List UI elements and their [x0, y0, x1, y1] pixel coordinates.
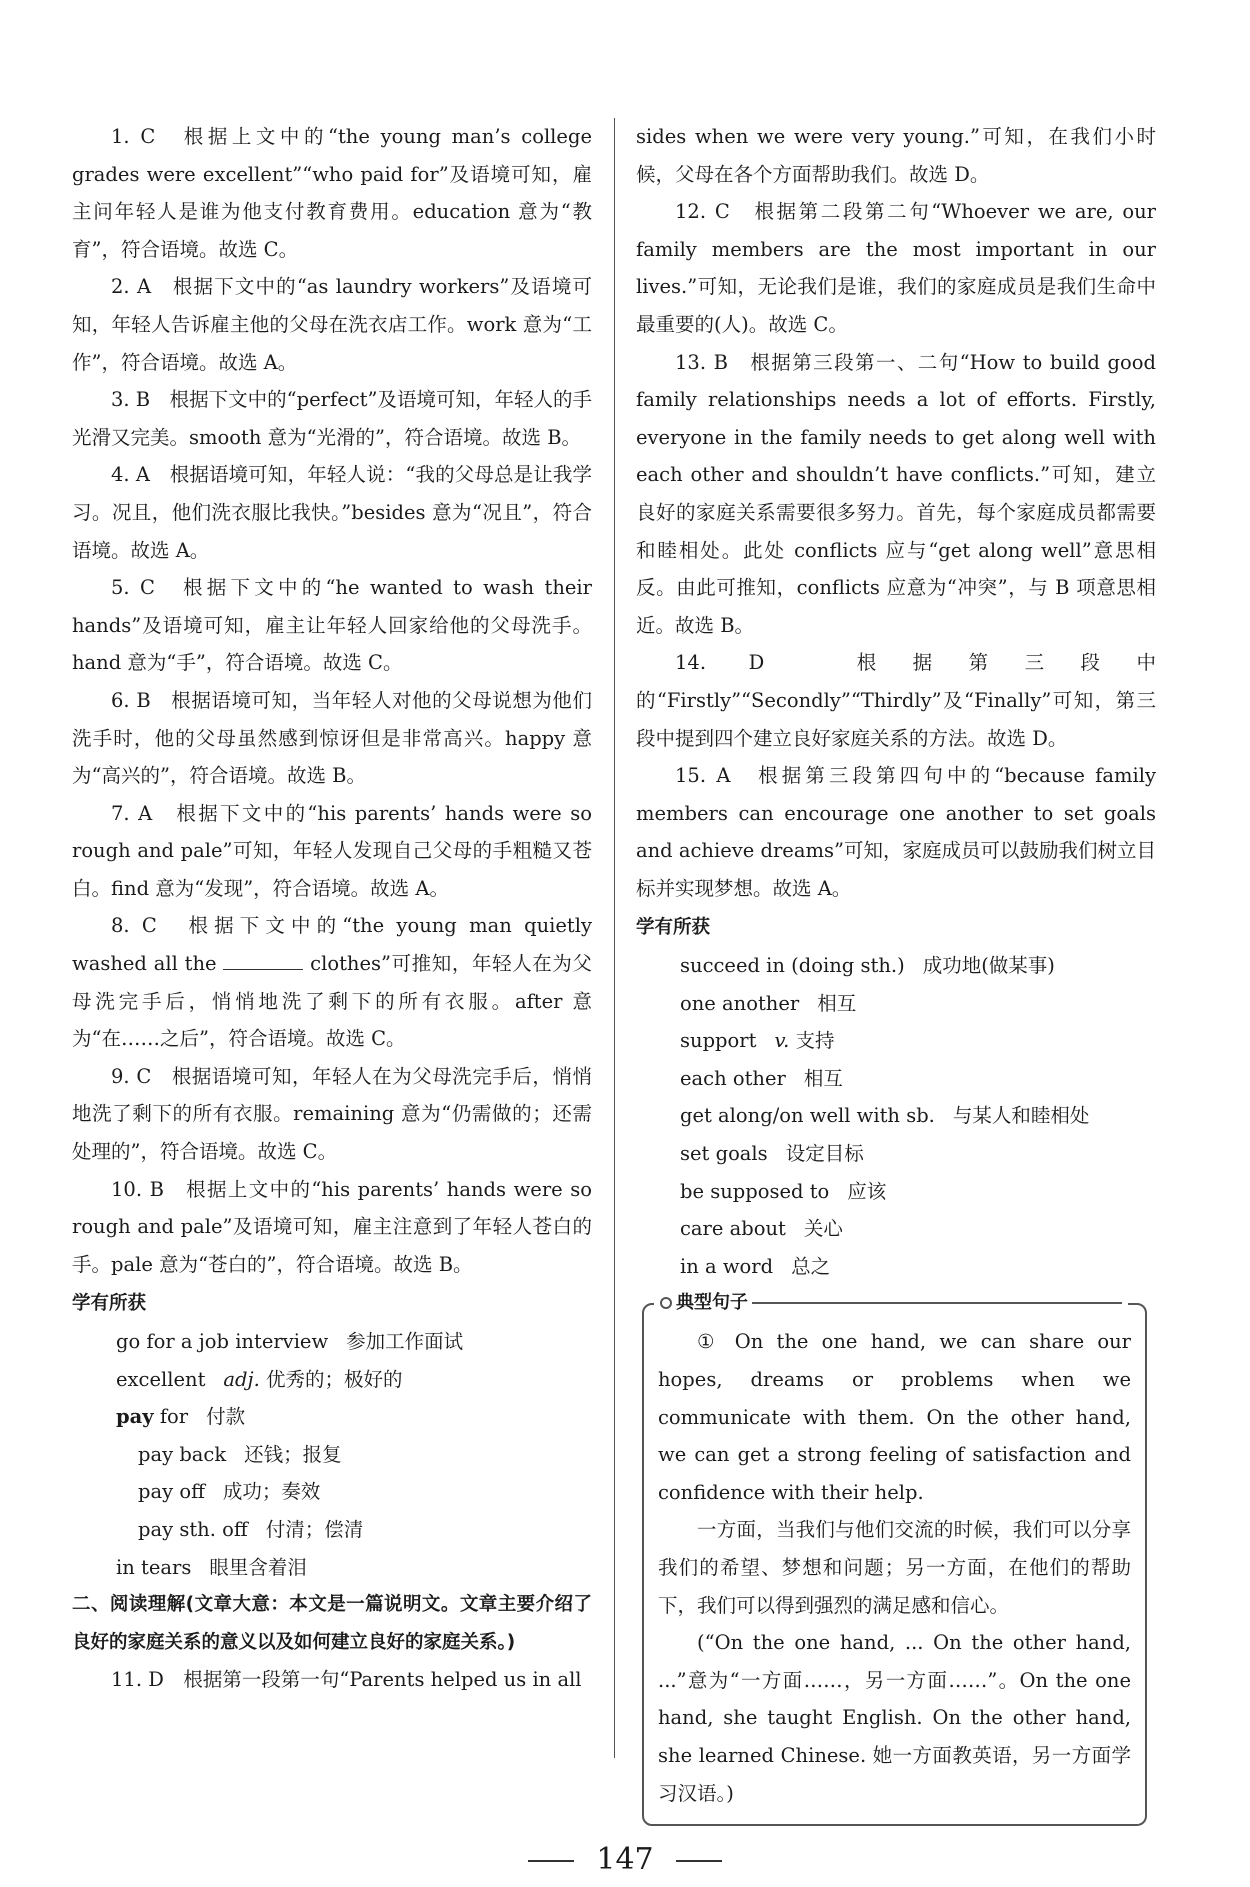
vocab-item: pay back 还钱；报复: [138, 1442, 342, 1466]
answer-11-continued: sides when we were very young.”可知，在我们小时候，父母在各个方面帮助我们。故选 D。: [636, 125, 1156, 186]
gains-heading-right: 学有所获: [636, 917, 711, 939]
circle-icon: [660, 1297, 672, 1309]
box-title: 典型句子: [654, 1291, 1128, 1315]
vocab-item: excellent adj. 优秀的；极好的: [116, 1367, 403, 1391]
vocab-item: succeed in (doing sth.) 成功地(做某事): [680, 954, 1055, 978]
answer-13: 13. B 根据第三段第一、二句“How to build good family relationships needs a lot of efforts. Firstly, everyone in the family needs to get along well with each other and shouldn’t have conflicts.”可知，建立良好的家庭关系需要很多努力。首先，每个家庭成员都需要和睦相处。此处 conflicts 应与“get along well”意思相反。由此可推知，conflicts 应意为“冲突”，与 B 项意思相近。故选 B。: [636, 350, 1156, 637]
vocab-item: in tears 眼里含着泪: [116, 1555, 307, 1579]
gains-heading-left: 学有所获: [72, 1293, 147, 1315]
box-usage-note: (“On the one hand, ... On the other hand, ...”意为“一方面……，另一方面……”。On the one hand, she taught English. On the other hand, she learned Chinese. 她一方面教英语，另一方面学习汉语。): [658, 1631, 1131, 1805]
vocab-item: support v. 支持: [680, 1029, 835, 1053]
answer-5: 5. C 根据下文中的“he wanted to wash their hands”及语境可知，雇主让年轻人回家给他的父母洗手。hand 意为“手”，符合语境。故选 C。: [72, 576, 592, 675]
answer-10: 10. B 根据上文中的“his parents’ hands were so rough and pale”及语境可知，雇主注意到了年轻人苍白的手。pale 意为“苍白的”，符合语境。故选 B。: [72, 1177, 592, 1276]
answer-14: 14. D 根据第三段中的“Firstly”“Secondly”“Thirdly”及“Finally”可知，第三段中提到四个建立良好家庭关系的方法。故选 D。: [636, 651, 1156, 750]
answer-8: [72, 907, 592, 1057]
vocab-item: pay off 成功；奏效: [138, 1480, 321, 1504]
vocab-item: set goals 设定目标: [680, 1142, 864, 1166]
answer-12: 12. C 根据第二段第二句“Whoever we are, our family members are the most important in our lives.”可知，无论我们是谁，我们的家庭成员是我们生命中最重要的(人)。故选 C。: [636, 200, 1156, 336]
vocab-item: care about 关心: [680, 1217, 843, 1241]
answer-15: 15. A 根据第三段第四句中的“because family members can encourage one another to set goals and achieve dreams”可知，家庭成员可以鼓励我们树立目标并实现梦想。故选 A。: [636, 764, 1156, 900]
answer-8-blank: [223, 953, 303, 970]
answer-11-start: 11. D 根据第一段第一句“Parents helped us in all: [111, 1668, 582, 1692]
box-chinese-translation: 一方面，当我们与他们交流的时候，我们可以分享我们的希望、梦想和问题；另一方面，在他们的帮助下，我们可以得到强烈的满足感和信心。: [658, 1518, 1131, 1617]
vocab-item: pay sth. off 付清；偿清: [138, 1517, 364, 1541]
vocab-item: get along/on well with sb. 与某人和睦相处: [680, 1104, 1090, 1128]
vocab-item: one another 相互: [680, 991, 857, 1015]
answer-8-end: clothes”可推知，年轻人在为父母洗完手后，悄悄地洗了剩下的所有衣服。after 意为“在……之后”，符合语境。故选 C。: [72, 952, 593, 1051]
vocab-item: in a word 总之: [680, 1254, 831, 1278]
page-number: 147: [0, 1842, 1250, 1878]
vocab-item: be supposed to 应该: [680, 1179, 887, 1203]
answer-7: 7. A 根据下文中的“his parents’ hands were so rough and pale”可知，年轻人发现自己父母的手粗糙又苍白。find 意为“发现”，符合语境。故选 A。: [72, 801, 592, 900]
typical-sentence-box: [642, 1292, 1147, 1826]
answer-9: 9. C 根据语境可知，年轻人在为父母洗完手后，悄悄地洗了剩下的所有衣服。remaining 意为“仍需做的；还需处理的”，符合语境。故选 C。: [72, 1064, 592, 1164]
vocab-item: go for a job interview 参加工作面试: [116, 1330, 464, 1353]
title-rule: [752, 1302, 1122, 1304]
vocab-item: each other 相互: [680, 1066, 843, 1090]
column-divider: [614, 118, 615, 1758]
section-2-heading: 二、阅读理解(文章大意：本文是一篇说明文。文章主要介绍了良好的家庭关系的意义以及如何建立良好的家庭关系。): [72, 1594, 592, 1653]
answer-1: 1. C 根据上文中的“the young man’s college grades were excellent”“who paid for”及语境可知，雇主问年轻人是谁为他支付教育费用。education 意为“教育”，符合语境。故选 C。: [72, 125, 592, 261]
vocab-item: pay for 付款: [116, 1405, 246, 1429]
answer-6: 6. B 根据语境可知，当年轻人对他的父母说想为他们洗手时，他的父母虽然感到惊讶但是非常高兴。happy 意为“高兴的”，符合语境。故选 B。: [72, 688, 592, 788]
answer-8-start: 8. C 根据下文中的“the young man quietly washed all the: [72, 914, 592, 976]
right-column: [636, 118, 1156, 1826]
answer-3: 3. B 根据下文中的“perfect”及语境可知，年轻人的手光滑又完美。smooth 意为“光滑的”，符合语境。故选 B。: [72, 388, 592, 449]
answer-4: 4. A 根据语境可知，年轻人说：“我的父母总是让我学习。况且，他们洗衣服比我快。”besides 意为“况且”，符合语境。故选 A。: [72, 463, 592, 562]
left-column: [72, 118, 592, 1699]
answer-2: 2. A 根据下文中的“as laundry workers”及语境可知，年轻人告诉雇主他的父母在洗衣店工作。work 意为“工作”，符合语境。故选 A。: [72, 275, 592, 374]
box-english-sentence: ① On the one hand, we can share our hopes, dreams or problems when we communicate with them. On the other hand, we can get a strong feeling of satisfaction and confidence with their help.: [658, 1330, 1131, 1504]
